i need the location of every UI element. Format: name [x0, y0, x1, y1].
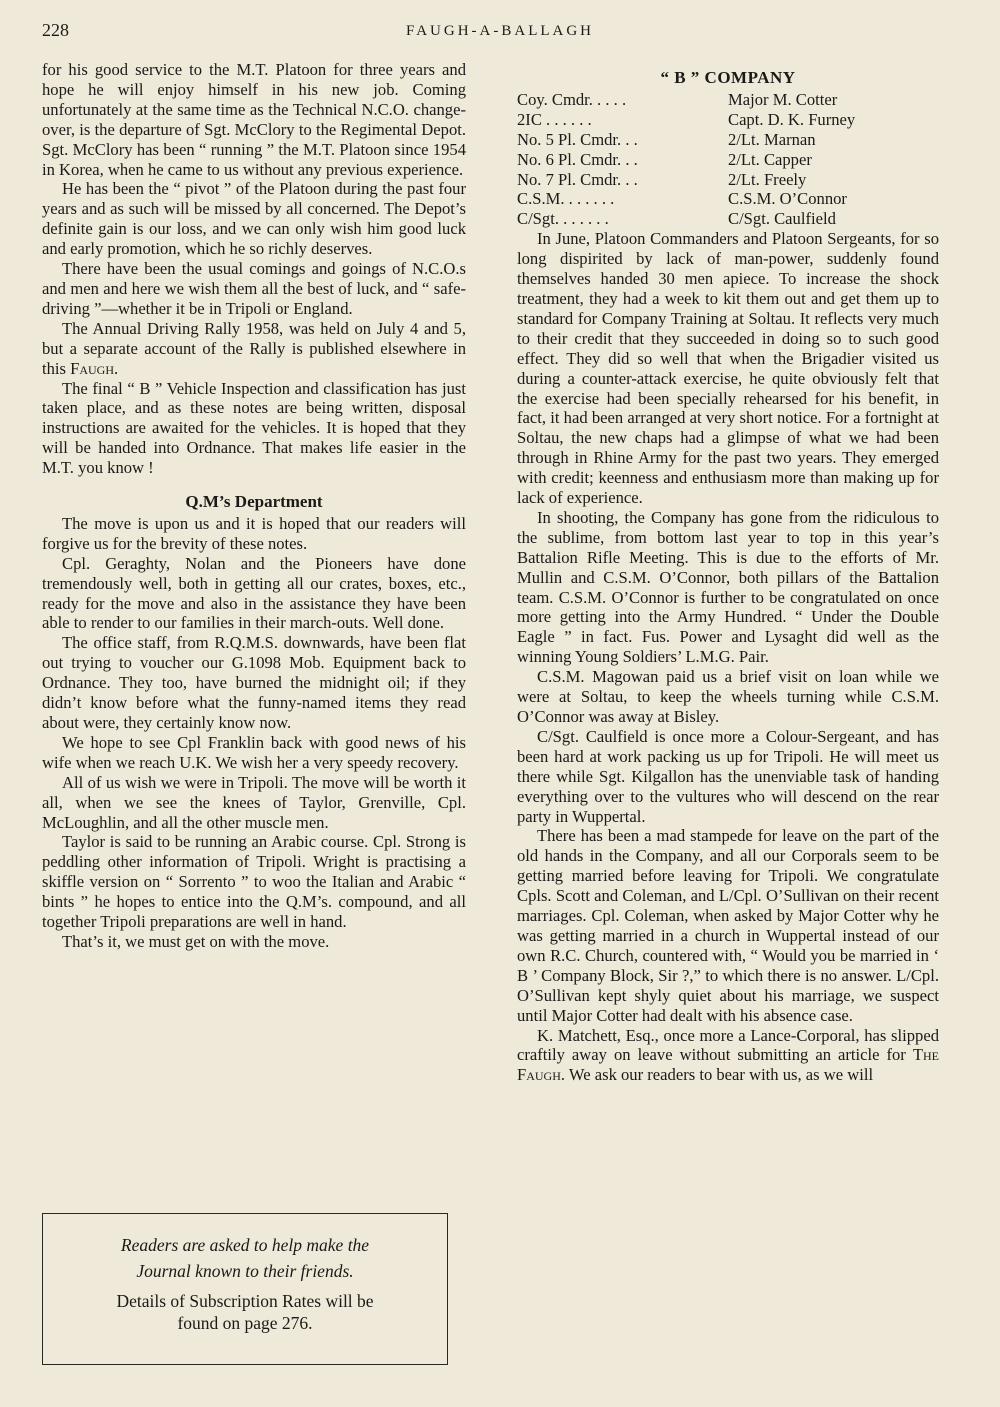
paragraph: All of us wish we were in Tripoli. The move will be worth it all, when we see the knees of Taylor, Grenville, Cpl. McLoughlin, and all the other muscle men.: [42, 772, 466, 832]
roster-name: C.S.M. O’Connor: [728, 189, 847, 209]
paragraph: There have been the usual comings and goings of N.C.O.s and men and here we wish them all the best of luck, and “ safe-driving ”—whether it be in Tripoli or England.: [42, 259, 466, 318]
roster-row: [517, 130, 939, 150]
paragraph-text: We ask our readers to bear with us, as we will: [565, 1065, 874, 1085]
roster-name: 2/Lt. Freely: [728, 169, 807, 189]
journal-name: The Faugh.: [517, 1045, 939, 1085]
page-header: [0, 18, 1000, 48]
roster-name: 2/Lt. Capper: [728, 149, 812, 169]
officer-roster: [517, 90, 939, 229]
roster-role: No. 7 Pl. Cmdr. . .: [517, 169, 638, 189]
journal-name: Faugh.: [70, 358, 119, 378]
paragraph: [42, 319, 466, 379]
roster-role: No. 5 Pl. Cmdr. . .: [517, 129, 638, 149]
paragraph: That’s it, we must get on with the move.: [62, 931, 330, 951]
roster-row: [517, 110, 939, 130]
notice-line: Journal known to their friends.: [136, 1261, 354, 1281]
notice-line: Details of Subscription Rates will be: [116, 1291, 374, 1311]
roster-row: [517, 150, 939, 170]
paragraph: He has been the “ pivot ” of the Platoon during the past four years and as such will be missed by all concerned. The Depot’s definite gain is our loss, and we can only wish him good luck and early promotion, which he so richly deserves.: [42, 179, 466, 259]
paragraph: Taylor is said to be running an Arabic course. Cpl. Strong is peddling other information of Tripoli. Wright is practising a skiffle version on “ Sorrento ” to woo the Italian and Arabic “ bints ” he hopes to entice into the Q.M’s. compound, and all together Tripoli preparations are well in hand.: [42, 832, 466, 932]
paragraph: [517, 1026, 939, 1086]
paragraph: for his good service to the M.T. Platoon for three years and hope he will enjoy himself in his new job. Coming unfortunately at the same time as the Technical N.C.O. change-over, is the departure of Sgt. McClory to the Regimental Depot. Sgt. McClory has been “ running ” the M.T. Platoon since 1954 in Korea, when he came to us without any previous experience.: [42, 60, 466, 179]
roster-row: [517, 209, 939, 229]
right-column: [517, 60, 939, 1085]
paragraph: There has been a mad stampede for leave on the part of the old hands in the Company, and all our Corporals seem to be getting married before leaving for Tripoli. We congratulate Cpls. Scott and Coleman, and L/Cpl. O’Sullivan on their recent marriages. Cpl. Coleman, when asked by Major Cotter why he was getting married in a church in Wuppertal instead of our own R.C. Church, countered with, “ Would you be married in ‘ B ’ Company Block, Sir ?,” to which there is no answer. L/Cpl. O’Sullivan kept shyly quiet about his marriage, we suspect until Major Cotter had dealt with his absence case.: [517, 826, 939, 1025]
roster-row: [517, 189, 939, 209]
section-heading-qm: Q.M’s Department: [185, 492, 323, 512]
roster-row: [517, 170, 939, 190]
notice-line: Readers are asked to help make the: [120, 1235, 370, 1255]
paragraph: Cpl. Geraghty, Nolan and the Pioneers have done tremendously well, both in getting all our crates, boxes, etc., ready for the move and also in the assistance they have been able to render to our families in their march-outs. Well done.: [42, 553, 466, 633]
left-column: [42, 60, 466, 952]
running-title: FAUGH-A-BALLAGH: [405, 23, 595, 39]
paragraph: In June, Platoon Commanders and Platoon Sergeants, for so long dispirited by lack of man-power, suddenly found themselves handed 30 men apiece. To increase the shock treatment, they had a week to kit them out and get them up to standard for Company Training at Soltau. It reflects very much to their credit that they succeeded in doing so to such good effect. They did so well that when the Brigadier visited us during a counter-attack exercise, he quite obviously felt that the exercise had been specially rehearsed for his benefit, in fact, it had been arranged at very short notice. For a fortnight at Soltau, the new chaps had a glimpse of what we had been through in Rhine Army for the past two years. They emerged with credit; keenness and enthusiasm more than making up for lack of experience.: [517, 229, 939, 508]
subscription-notice: [42, 1213, 448, 1365]
roster-role: Coy. Cmdr. . . . .: [517, 89, 627, 109]
paragraph: The office staff, from R.Q.M.S. downwards, have been flat out trying to voucher our G.1098 Mob. Equipment back to Ordnance. They too, have burned the midnight oil; if they didn’t know before what the funny-named items they read about were, they certainly know now.: [42, 633, 466, 732]
paragraph: C/Sgt. Caulfield is once more a Colour-Sergeant, and has been hard at work packing us up for Tripoli. He will meet us there while Sgt. Kilgallon has the unenviable task of handing everything over to the vultures who will descend on the rear party in Wuppertal.: [517, 726, 939, 826]
roster-name: 2/Lt. Marnan: [728, 129, 816, 149]
roster-row: [517, 90, 939, 110]
roster-role: 2IC . . . . . .: [517, 109, 592, 129]
roster-role: C.S.M. . . . . . .: [517, 189, 615, 209]
notice-line: found on page 276.: [177, 1313, 313, 1333]
paragraph-text: The Annual Driving Rally 1958, was held on July 4 and 5, but a separate account of the Rally is published elsewhere in this: [42, 318, 466, 378]
paragraph: We hope to see Cpl Franklin back with good news of his wife when we reach U.K. We wish her a very speedy recovery.: [42, 732, 466, 772]
paragraph: In shooting, the Company has gone from the ridiculous to the sublime, from bottom last year to top in this year’s Battalion Rifle Meeting. This is due to the efforts of Mr. Mullin and C.S.M. O’Connor, both pillars of the Battalion team. C.S.M. O’Connor is further to be congratulated on once more getting into the Army Hundred. “ Under the Double Eagle ” in fact. Fus. Power and Lysaght did well as the winning Young Soldiers’ L.M.G. Pair.: [517, 507, 939, 667]
section-heading-b-company: “ B ” COMPANY: [660, 68, 796, 87]
page-number: 228: [42, 20, 69, 40]
paragraph: C.S.M. Magowan paid us a brief visit on loan while we were at Soltau, to keep the wheels turning while C.S.M. O’Connor was away at Bisley.: [517, 667, 939, 726]
roster-name: Capt. D. K. Furney: [728, 109, 856, 129]
roster-role: No. 6 Pl. Cmdr. . .: [517, 149, 638, 169]
roster-role: C/Sgt. . . . . . .: [517, 209, 609, 229]
roster-name: C/Sgt. Caulfield: [728, 209, 836, 229]
paragraph: The move is upon us and it is hoped that our readers will forgive us for the brevity of these notes.: [42, 513, 466, 553]
roster-name: Major M. Cotter: [728, 89, 838, 109]
paragraph: The final “ B ” Vehicle Inspection and classification has just taken place, and as these notes are being written, disposal instructions are awaited for the vehicles. It is hoped that they will be handed into Ordnance. That makes life easier in the M.T. you know !: [42, 378, 466, 478]
paragraph-text: K. Matchett, Esq., once more a Lance-Corporal, has slipped craftily away on leave without submitting an article for: [517, 1025, 939, 1065]
